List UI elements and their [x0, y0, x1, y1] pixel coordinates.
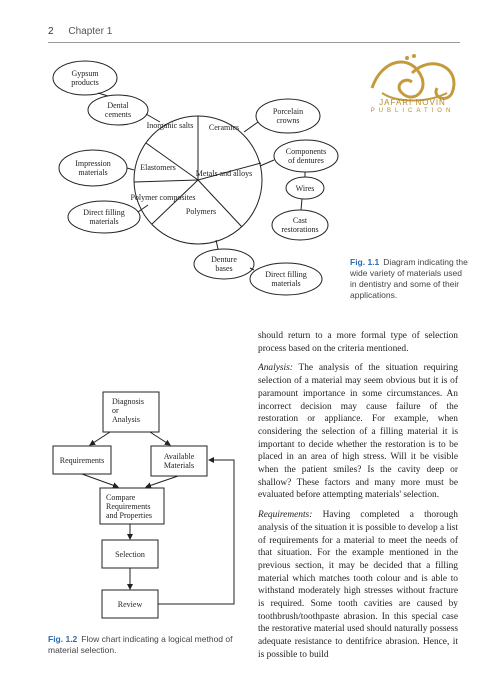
body-text: [258, 330, 458, 690]
flow-label: Available Materials: [163, 452, 195, 470]
connector: [301, 199, 302, 210]
sector-label: Ceramics: [208, 123, 240, 132]
paragraph-lead: Requirements:: [258, 510, 313, 521]
figure-1-2: [53, 392, 234, 618]
flow-arrow: [150, 432, 170, 445]
outer-node-label: Direct filling materials: [265, 270, 307, 288]
outer-node-label: Components of dentures: [285, 147, 327, 165]
connector: [260, 160, 274, 166]
sector-label: Metals and alloys: [195, 169, 253, 178]
sector-divider: [134, 180, 198, 182]
caption-text: Flow chart indicating a logical method of material selection.: [48, 634, 233, 655]
outer-node-label: Porcelain crowns: [272, 107, 304, 125]
caption-label: Fig. 1.1: [350, 257, 380, 267]
paragraph-text: The analysis of the situation requiring selection of a material may seem obvious but it is of paramount importance in some circumstances. An incorrect decision may cause failure of the restoration or appliance. For example, when considering the selection of a filling material it is important to decide whether the restoration is to be placed in an area of high stress. Will it be visible when the patient smiles? Is the cavity deep or shallow? These factors and many more must be evaluated before attempting materials' selection.: [258, 363, 458, 501]
flow-label: Review: [117, 600, 143, 609]
connector: [244, 122, 258, 132]
outer-node-label: Gypsum products: [71, 69, 99, 87]
sector-label: Polymers: [185, 207, 217, 216]
paragraph-text: Having completed a thorough analysis of the situation it is possible to develop a list of requirements for a material to meet the needs of that situation. For the example mentioned in the previous section, it may be decided that a filling material which matches tooth colour and is able to withstand moderately high stresses without fracture is required. Some tooth cavities are caused by toothbrush/toothpaste abrasion. In this special case the restorative material used should naturally possess adequate resistance to dentifrice abrasion. Hence, it is possible to build: [258, 510, 458, 660]
sector-divider: [198, 180, 242, 227]
flow-label: Requirements: [59, 456, 105, 465]
watermark-brand: JAFARI NOVIN: [379, 98, 446, 107]
caption-text: Diagram indicating the wide variety of materials used in dentistry and some of their applications.: [350, 257, 468, 300]
figure-1-2-caption: [48, 634, 238, 656]
page-number: 2: [48, 26, 54, 37]
flow-label: Selection: [115, 550, 145, 559]
paragraph: should return to a more formal type of selection process based on the criteria mentioned.: [258, 331, 458, 354]
feedback-arrow: [158, 460, 234, 604]
watermark-sub: PUBLICATION: [370, 108, 455, 114]
flow-arrow: [146, 476, 178, 487]
outer-node-label: Wires: [295, 184, 315, 193]
outer-node-label: Direct filling materials: [83, 208, 125, 226]
flow-arrow: [90, 432, 110, 445]
paragraph: [258, 509, 458, 661]
figure-1-1: [53, 61, 338, 295]
connector: [127, 168, 134, 170]
connector: [98, 93, 108, 96]
outer-node-label: Denture bases: [211, 255, 237, 273]
flow-label: Compare Requirements and Properties: [106, 493, 152, 520]
paragraph-lead: Analysis:: [258, 363, 293, 374]
flow-arrow: [82, 474, 118, 487]
sector-label: Elastomers: [140, 163, 176, 172]
sector-label: Polymer composites: [130, 193, 196, 202]
sector-divider: [152, 180, 198, 224]
outer-node-label: Dental cements: [104, 101, 132, 119]
outer-node-label: Impression materials: [75, 159, 111, 177]
flow-label: Diagnosis or Analysis: [112, 397, 144, 424]
sector-label: Inorganic salts: [146, 121, 194, 130]
figure-1-1-caption: [350, 257, 468, 301]
sector-divider: [146, 143, 198, 180]
outer-node-label: Cast restorations: [281, 216, 319, 234]
paragraph: [258, 362, 458, 502]
chapter-label: Chapter 1: [68, 26, 113, 37]
caption-label: Fig. 1.2: [48, 634, 78, 644]
